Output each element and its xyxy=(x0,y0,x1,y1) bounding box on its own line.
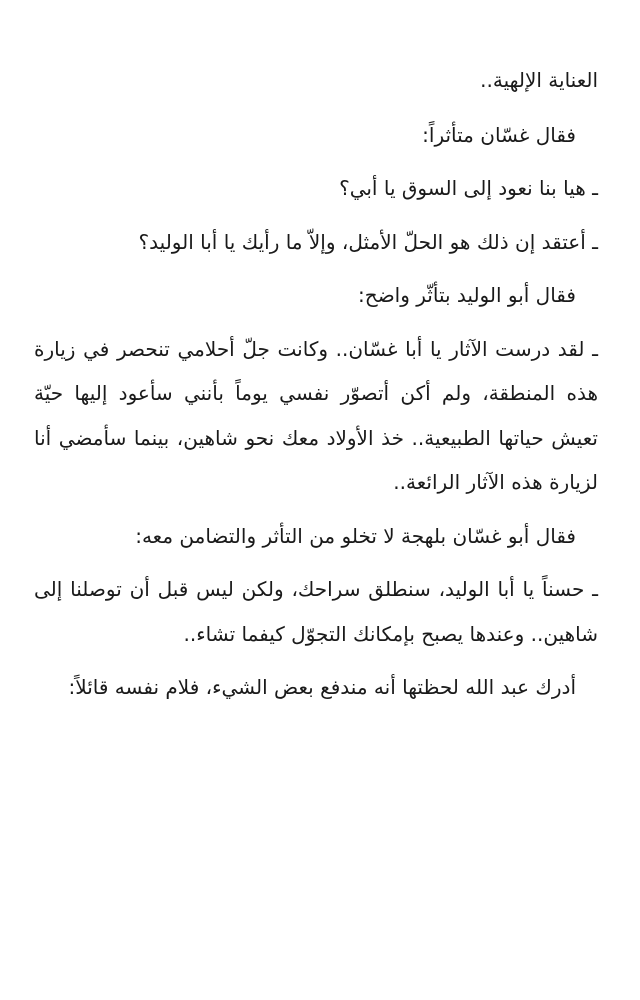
paragraph-narration: فقال غسّان متأثراً: xyxy=(422,122,576,147)
paragraph-dialogue: ـ هيا بنا نعود إلى السوق يا أبي؟ xyxy=(339,176,598,200)
paragraph-continuation: العناية الإلهية.. xyxy=(480,68,598,92)
paragraph-dialogue: ـ لقد درست الآثار يا أبا غسّان.. وكانت جلّ أحلامي تنحصر في زيارة هذه المنطقة، ولم أكن أتصوّر نفسي يوماً بأنني سأعود إليها حيّة تعيش حياتها الطبيعية.. خذ الأولاد معك نحو شاهين، بينما سأمضي أنا لزيارة هذه الآثار الرائعة.. xyxy=(34,336,598,494)
paragraph-narration: أدرك عبد الله لحظتها أنه مندفع بعض الشيء، فلام نفسه قائلاً: xyxy=(68,675,576,699)
paragraph-dialogue: ـ أعتقد إن ذلك هو الحلّ الأمثل، وإلاّ ما رأيك يا أبا الوليد؟ xyxy=(138,229,598,254)
paragraph-dialogue: ـ حسناً يا أبا الوليد، سنطلق سراحك، ولكن ليس قبل أن توصلنا إلى شاهين.. وعندها يصبح بإمكانك التجوّل كيفما تشاء.. xyxy=(34,577,598,646)
paragraph-narration: فقال أبو الوليد بتأثّر واضح: xyxy=(358,283,576,307)
paragraph-narration: فقال أبو غسّان بلهجة لا تخلو من التأثر والتضامن معه: xyxy=(135,523,576,548)
